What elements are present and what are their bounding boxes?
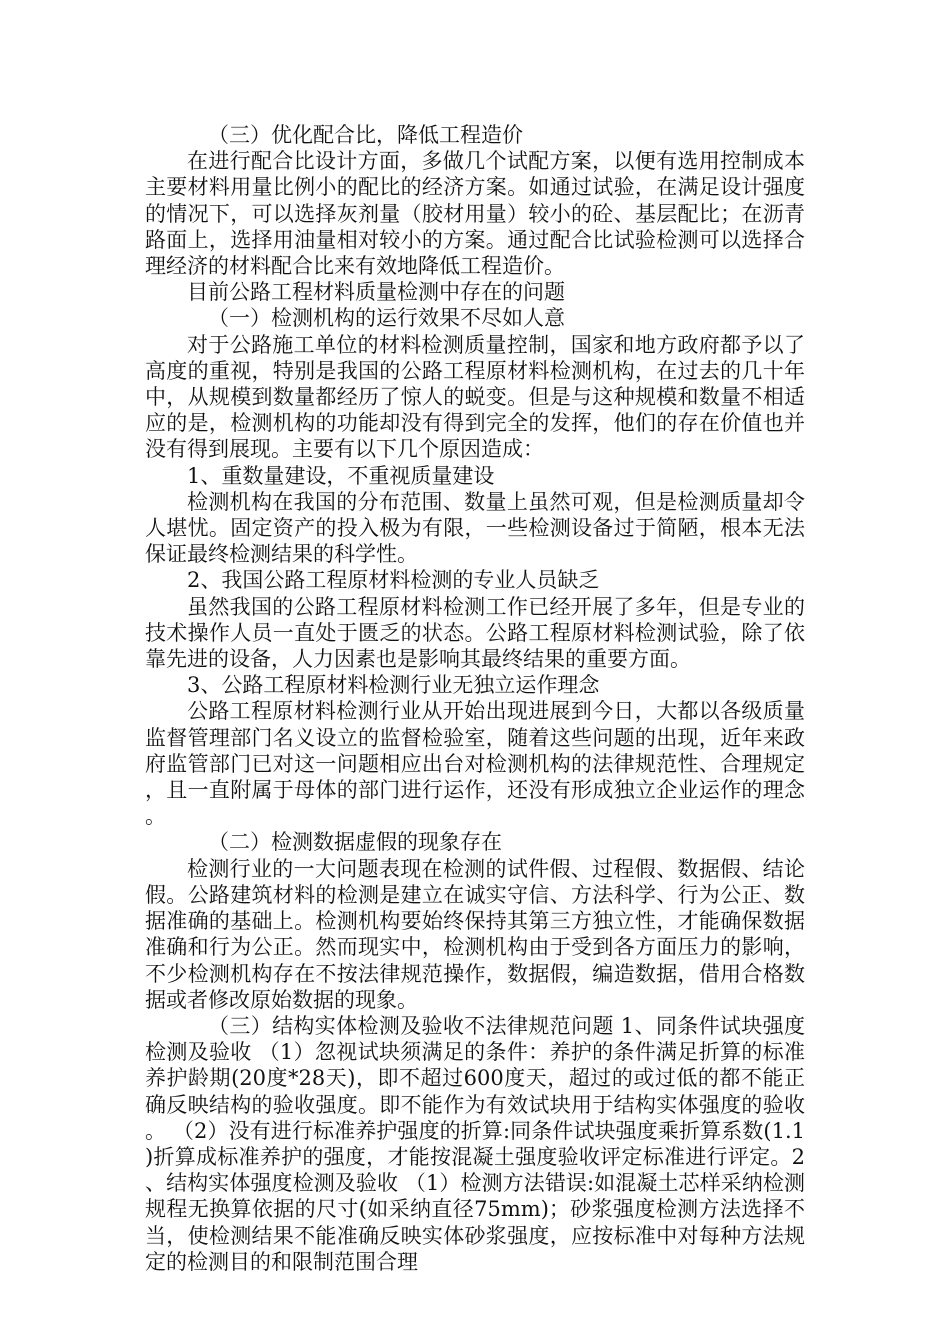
body-paragraph: 检测行业的一大问题表现在检测的试件假、过程假、数据假、结论假。公路建筑材料的检测是建立在诚实守信、方法科学、行为公正、数据准确的基础上。检测机构要始终保持其第三方独立性，才能确保数据准确和行为公正。然而现实中，检测机构由于受到各方面压力的影响，不少检测机构存在不按法律规范操作，数据假，编造数据，借用合格数据或者修改原始数据的现象。: [145, 856, 805, 1012]
document-page: [145, 122, 805, 1275]
body-paragraph: 在进行配合比设计方面，多做几个试配方案，以便有选用控制成本主要材料用量比例小的配比的经济方案。如通过试验，在满足设计强度的情况下，可以选择灰剂量（胶材用量）较小的砼、基层配比；在沥青路面上，选择用油量相对较小的方案。通过配合比试验检测可以选择合理经济的材料配合比来有效地降低工程造价。: [145, 149, 805, 279]
body-paragraph: 虽然我国的公路工程原材料检测工作已经开展了多年，但是专业的技术操作人员一直处于匮乏的状态。公路工程原材料检测试验，除了依靠先进的设备，人力因素也是影响其最终结果的重要方面。: [145, 594, 805, 672]
section-heading: （二）检测数据虚假的现象存在: [208, 830, 502, 855]
section-heading: （三）优化配合比，降低工程造价: [208, 123, 523, 147]
subsection-heading: 1、重数量建设，不重视质量建设: [187, 463, 495, 488]
subsection-heading: 2、我国公路工程原材料检测的专业人员缺乏: [187, 568, 600, 593]
section-heading: （一）检测机构的运行效果不尽如人意: [208, 306, 565, 331]
section-title: 目前公路工程材料质量检测中存在的问题: [187, 280, 565, 305]
body-paragraph: 对于公路施工单位的材料检测质量控制，国家和地方政府都予以了高度的重视，特别是我国的公路工程原材料检测机构，在过去的几十年中，从规模到数量都经历了惊人的蜕变。但是与这种规模和数量不相适应的是，检测机构的功能却没有得到完全的发挥，他们的存在价值也并没有得到展现。主要有以下几个原因造成：: [145, 332, 805, 462]
subsection-heading: 3、公路工程原材料检测行业无独立运作理念: [187, 673, 600, 698]
body-paragraph: 公路工程原材料检测行业从开始出现进展到今日，大都以各级质量监督管理部门名义设立的监督检验室，随着这些问题的出现，近年来政府监管部门已对这一问题相应出台对检测机构的法律规范性、合理规定，且一直附属于母体的部门进行运作，还没有形成独立企业运作的理念。: [145, 699, 805, 829]
body-paragraph: （三）结构实体检测及验收不法律规范问题 1、同条件试块强度检测及验收 （1）忽视试块须满足的条件：养护的条件满足折算的标准养护龄期(20度*28天)，即不超过600度天，超过的或过低的都不能正确反映结构的验收强度。即不能作为有效试块用于结构实体强度的验收。 （2）没有进行标准养护强度的折算:同条件试块强度乘折算系数(1.1)折算成标准养护的强度，才能按混凝土强度验收评定标准进行评定。2、结构实体强度检测及验收 （1）检测方法错误:如混凝土芯样采纳检测规程无换算依据的尺寸(如采纳直径75mm)；砂浆强度检测方法选择不当，使检测结果不能准确反映实体砂浆强度，应按标准中对每种方法规定的检测目的和限制范围合理: [145, 1013, 805, 1274]
body-paragraph: 检测机构在我国的分布范围、数量上虽然可观，但是检测质量却令人堪忧。固定资产的投入极为有限，一些检测设备过于简陋，根本无法保证最终检测结果的科学性。: [145, 489, 805, 567]
